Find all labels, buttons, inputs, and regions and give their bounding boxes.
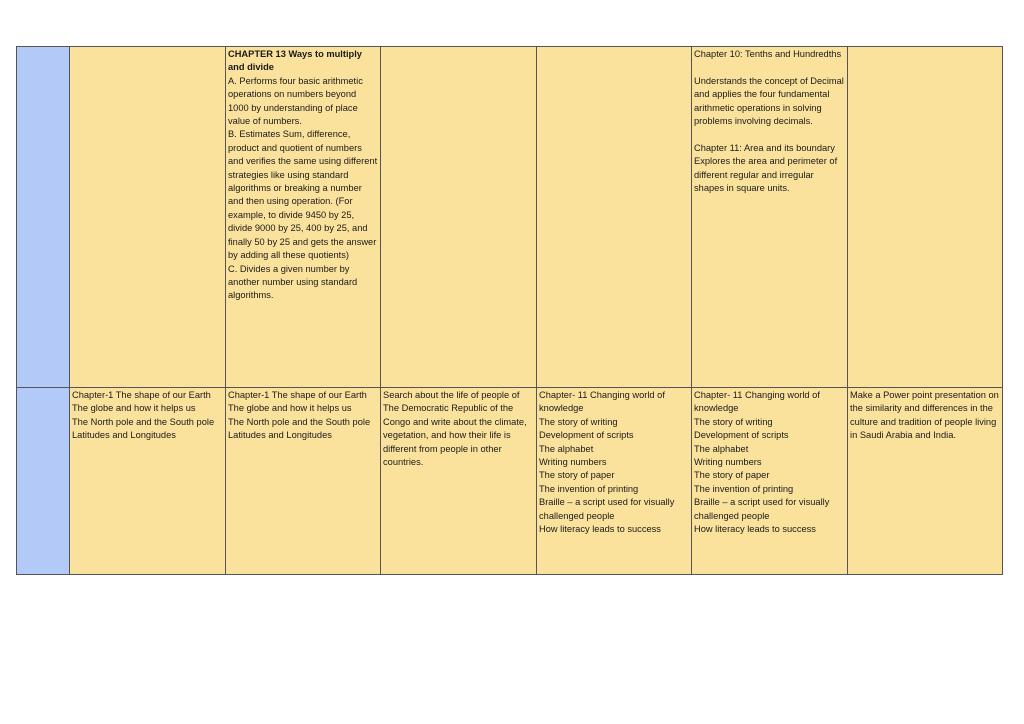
cell-text: Explores the area and perimeter of different regular and irregular shapes in square units. <box>694 156 838 194</box>
cell-text: The alphabet <box>539 443 594 454</box>
table-cell <box>70 47 226 388</box>
cell-text: Writing numbers <box>539 457 607 468</box>
cell-text: Chapter- 11 Changing world of knowledge <box>694 390 820 414</box>
cell-text: Braille – a script used for visually challenged people <box>539 497 675 521</box>
cell-text: Make a Power point presentation on the similarity and differences in the culture and tradition of people living in Saudi Arabia and India. <box>850 390 999 441</box>
cell-text: The story of writing <box>694 416 773 427</box>
cell-text: How literacy leads to success <box>539 524 661 535</box>
cell-text: Development of scripts <box>694 430 789 441</box>
row-marker-cell <box>17 47 70 388</box>
syllabus-table <box>16 46 1003 575</box>
cell-text: Writing numbers <box>694 457 762 468</box>
cell-text: Chapter-1 The shape of our Earth <box>228 390 367 400</box>
paragraph-gap <box>694 128 845 141</box>
row-marker-cell <box>17 388 70 575</box>
cell-text: Chapter-1 The shape of our Earth <box>72 390 211 400</box>
cell-text: Chapter 10: Tenths and Hundredths <box>694 49 842 59</box>
cell-text: The alphabet <box>694 443 749 454</box>
cell-text: The globe and how it helps us <box>228 403 352 414</box>
cell-heading: CHAPTER 13 Ways to multiply and divide <box>228 49 362 73</box>
cell-text: A. Performs four basic arithmetic operations on numbers beyond 1000 by understanding of place value of numbers. <box>228 75 363 127</box>
cell-text: The invention of printing <box>539 483 639 494</box>
cell-text: The North pole and the South pole <box>72 416 215 427</box>
cell-text: The story of paper <box>539 470 615 481</box>
table-cell <box>226 388 381 575</box>
cell-text: C. Divides a given number by another number using standard algorithms. <box>228 263 358 301</box>
cell-text: Latitudes and Longitudes <box>228 430 332 441</box>
cell-text: How literacy leads to success <box>694 524 816 535</box>
cell-text: The globe and how it helps us <box>72 403 196 414</box>
table-cell <box>848 47 1003 388</box>
table-cell <box>692 388 848 575</box>
table-cell <box>692 47 848 388</box>
cell-text: The invention of printing <box>694 483 794 494</box>
cell-text: Latitudes and Longitudes <box>72 430 176 441</box>
table-row <box>17 388 1003 575</box>
cell-text: Braille – a script used for visually challenged people <box>694 497 830 521</box>
table-row <box>17 47 1003 388</box>
table-body <box>17 47 1003 575</box>
cell-text: Chapter 11: Area and its boundary <box>694 142 835 153</box>
table-cell <box>381 388 537 575</box>
table-cell <box>70 388 226 575</box>
cell-text: Understands the concept of Decimal and applies the four fundamental arithmetic operations in solving problems involving decimals. <box>694 75 844 127</box>
table-cell <box>381 47 537 388</box>
cell-text: The North pole and the South pole <box>228 416 371 427</box>
cell-text: The story of paper <box>694 470 770 481</box>
table-cell <box>848 388 1003 575</box>
cell-text: Chapter- 11 Changing world of knowledge <box>539 390 665 414</box>
paragraph-gap <box>694 61 845 74</box>
cell-text: The story of writing <box>539 416 618 427</box>
cell-text: Development of scripts <box>539 430 634 441</box>
cell-text: Search about the life of people of The Democratic Republic of the Congo and write about the climate, vegetation, and how their life is different from people in other countries. <box>383 390 527 468</box>
table-cell <box>537 47 692 388</box>
cell-text: B. Estimates Sum, difference, product and quotient of numbers and verifies the same using different strategies like using standard algorithms or breaking a number and then using operation. (For example, to divide 9450 by 25, divide 9000 by 25, 400 by 25, and finally 50 by 25 and gets the answer by adding all these quotients) <box>228 129 378 261</box>
table-cell <box>537 388 692 575</box>
table-cell <box>226 47 381 388</box>
